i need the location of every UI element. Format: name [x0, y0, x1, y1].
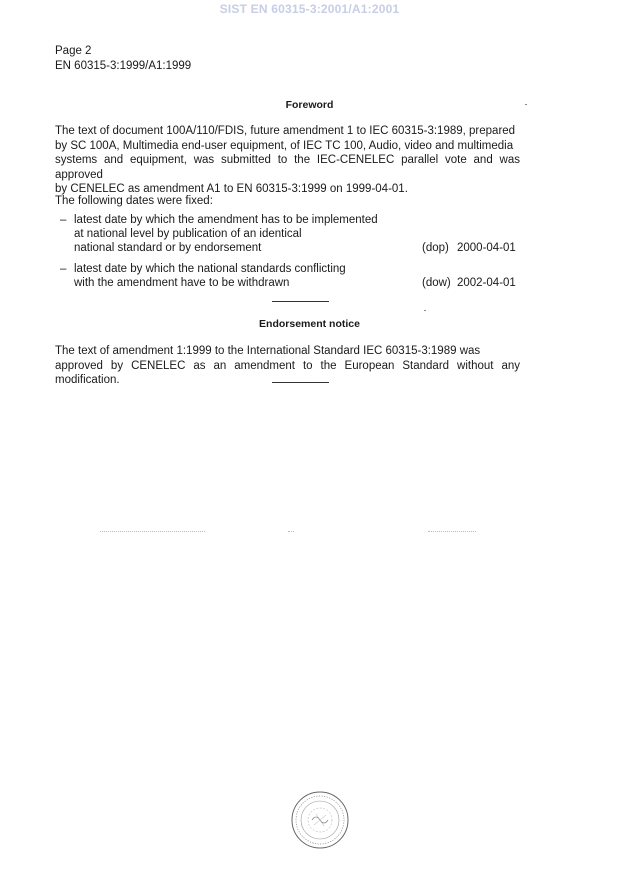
description-line: latest date by which the national standards conflicting	[74, 263, 346, 275]
date-description	[74, 262, 414, 290]
date-value: 2000-04-01	[457, 242, 516, 254]
dates-intro: The following dates were fixed:	[55, 195, 213, 207]
scan-artifact	[428, 531, 476, 532]
foreword-line: The text of document 100A/110/FDIS, future amendment 1 to IEC 60315-3:1989, prepared	[55, 125, 516, 137]
description-line: latest date by which the amendment has to be implemented	[74, 214, 378, 226]
section-divider	[272, 301, 329, 302]
endorsement-line: approved by CENELEC as an amendment to the European Standard without any modification.	[55, 359, 520, 386]
list-dash: –	[60, 263, 67, 275]
endorsement-line: The text of amendment 1:1999 to the International Standard IEC 60315-3:1989 was	[55, 345, 481, 357]
foreword-line: by CENELEC as amendment A1 to EN 60315-3:1999 on 1999-04-01.	[55, 183, 408, 195]
endorsement-title: Endorsement notice	[259, 318, 360, 330]
date-item-dop	[60, 213, 525, 257]
end-divider	[272, 382, 329, 383]
page-header	[55, 44, 191, 74]
scan-speck	[424, 310, 426, 311]
scan-artifact	[100, 531, 205, 532]
date-value: 2002-04-01	[457, 277, 516, 289]
description-line: with the amendment have to be withdrawn	[74, 277, 290, 289]
date-code: (dop)	[422, 242, 449, 254]
scan-artifact	[288, 531, 294, 532]
page-number: Page 2	[55, 45, 92, 57]
foreword-paragraph	[55, 124, 520, 197]
foreword-line: by SC 100A, Multimedia end-user equipment, of IEC TC 100, Audio, video and multimedia	[55, 139, 514, 152]
date-item-dow	[60, 262, 525, 292]
description-line: national standard or by endorsement	[74, 242, 262, 254]
date-code: (dow)	[422, 277, 451, 289]
description-line: at national level by publication of an identical	[74, 228, 302, 240]
foreword-line: systems and equipment, was submitted to the IEC-CENELEC parallel vote and was approved	[55, 154, 520, 181]
watermark: SIST EN 60315-3:2001/A1:2001	[219, 2, 400, 16]
list-dash: –	[60, 214, 67, 226]
date-description	[74, 213, 414, 255]
endorsement-paragraph	[55, 344, 520, 388]
foreword-title: Foreword	[285, 99, 334, 111]
document-reference: EN 60315-3:1999/A1:1999	[55, 60, 192, 72]
official-seal-icon	[290, 790, 350, 850]
scan-speck	[525, 104, 527, 105]
